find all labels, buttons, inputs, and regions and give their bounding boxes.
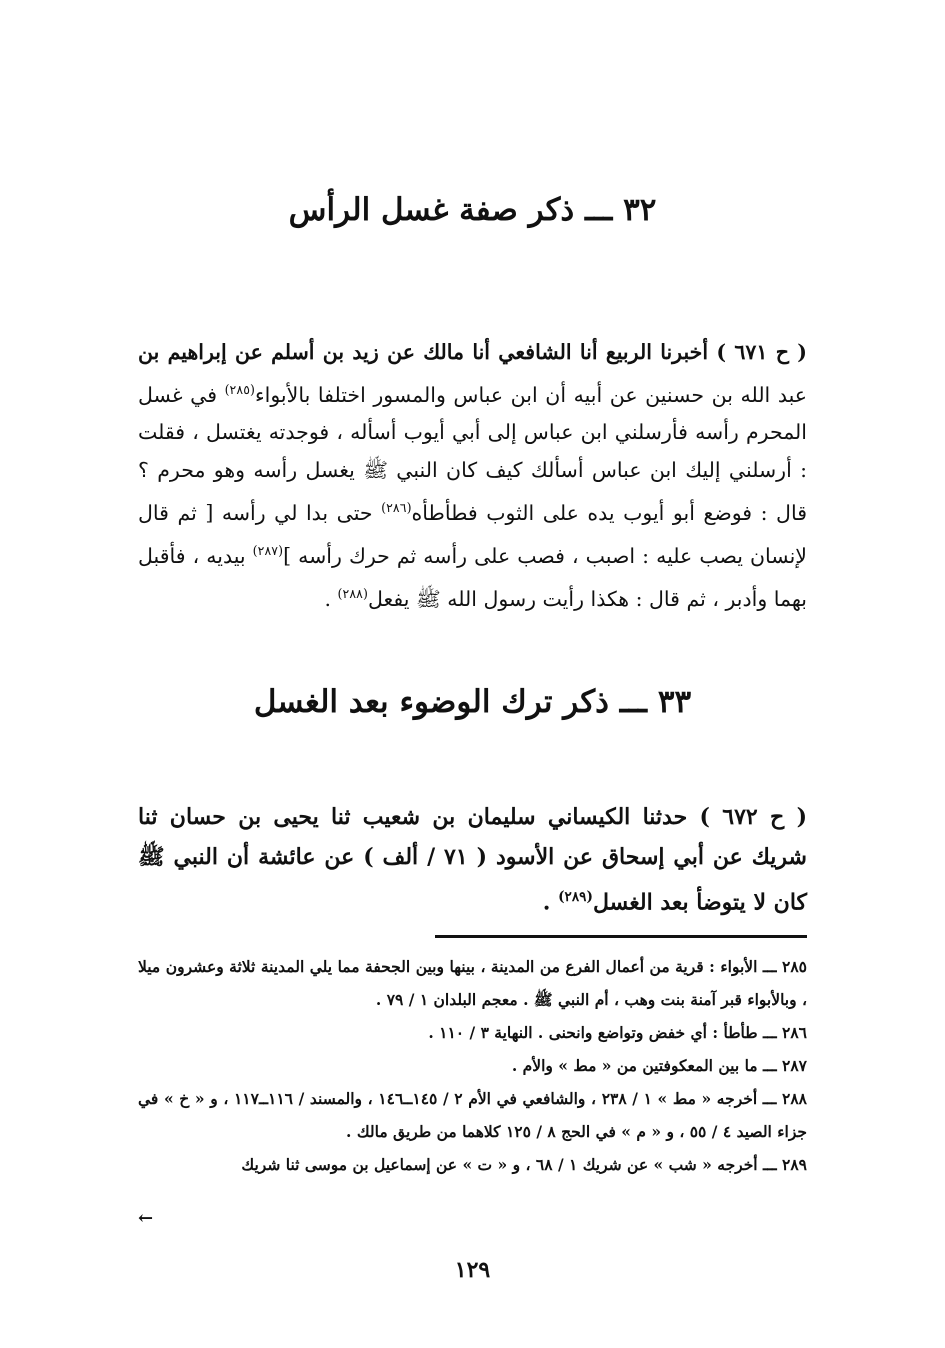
hadith-671-text-c: حتى بدا لي رأسه [ ثم قال لإنسان يصب عليه : اصبب ، فصب على رأسه ثم حرك رأسه ] — [138, 501, 807, 568]
footnote-ref-288: (٢٨٨) — [337, 585, 368, 601]
footnotes — [138, 950, 807, 1181]
hadith-671-text-b: في غسل المحرم رأسه فأرسلني ابن عباس إلى أبي أيوب أسأله ، فوجدته يغتسل ، فقلت : أرسلني إليك ابن عباس أسألك كيف كان النبي ﷺ يغسل رأسه وهو محرم ؟ قال : فوضع أبو أيوب يده على الثوب فطأطأه — [138, 382, 807, 526]
footnote-286: ٢٨٦ ـــ طأطأ : أي خفض وتواضع وانحنى . النهاية ٣ / ١١٠ . — [428, 1023, 807, 1042]
footnote-ref-287: (٢٨٧) — [252, 543, 284, 559]
section-32-title: ٣٢ ـــ ذكر صفة غسل الرأس — [288, 192, 657, 228]
hadith-672-text-a: ( ح ٦٧٢ ) حدثنا الكيساني سليمان بن شعيب ثنا يحيى بن حسان ثنا شريك عن أبي إسحاق عن الأسود ( ٧١ / ألف ) عن عائشة أن النبي ﷺ كان لا يتوضأ بعد الغسل — [138, 804, 807, 916]
hadith-671-text-a: عبد الله بن حسنين عن أبيه أن ابن عباس والمسور اختلفا بالأبواء — [255, 382, 808, 407]
footnote-288: ٢٨٨ ـــ أخرجه « مط » ١ / ٢٣٨ ، والشافعي في الأم ٢ / ١٤٥ــ١٤٦ ، والمسند / ١١٦ــ١١٧ ، و « خ » في جزاء الصيد ٤ / ٥٥ ، و « م » في الحج ٨ / ١٢٥ كلاهما من طريق مالك . — [138, 1089, 807, 1141]
section-33-body — [138, 797, 807, 922]
footnote-divider — [435, 935, 807, 938]
section-32-body — [138, 333, 807, 618]
page-number: ١٢٩ — [454, 1257, 491, 1283]
page — [138, 0, 807, 1348]
hadith-671-lead: ( ح ٦٧١ ) أخبرنا الربيع أنا الشافعي أنا مالك عن زيد بن أسلم عن إبراهيم بن — [138, 339, 807, 364]
footnote-ref-286: (٢٨٦) — [381, 500, 412, 516]
hadith-671-text-e: . — [324, 586, 338, 611]
footnote-ref-289: (٢٨٩) — [558, 889, 593, 905]
hadith-672-text-b: . — [542, 889, 559, 916]
footnote-ref-285: (٢٨٥) — [224, 381, 255, 397]
hadith-671-text-d: بيديه ، فأقبل بهما وأدبر ، ثم قال : هكذا رأيت رسول الله ﷺ يفعل — [138, 543, 807, 611]
continuation-arrow-icon: ← — [138, 1208, 154, 1229]
footnote-289: ٢٨٩ ـــ أخرجه « شب » عن شريك ١ / ٦٨ ، و « ت » عن إسماعيل بن موسى ثنا شريك — [241, 1155, 807, 1174]
footnote-285: ٢٨٥ ـــ الأبواء : قرية من أعمال الفرع من المدينة ، بينها وبين الجحفة مما يلي المدينة ثلاثة وعشرون ميلا ، وبالأبواء قبر آمنة بنت وهب ، أم النبي ﷺ . معجم البلدان ١ / ٧٩ . — [138, 957, 807, 1009]
section-33-title: ٣٣ ـــ ذكر ترك الوضوء بعد الغسل — [253, 684, 692, 720]
footnote-287: ٢٨٧ ـــ ما بين المعكوفتين من « مط » والأم . — [511, 1056, 807, 1075]
